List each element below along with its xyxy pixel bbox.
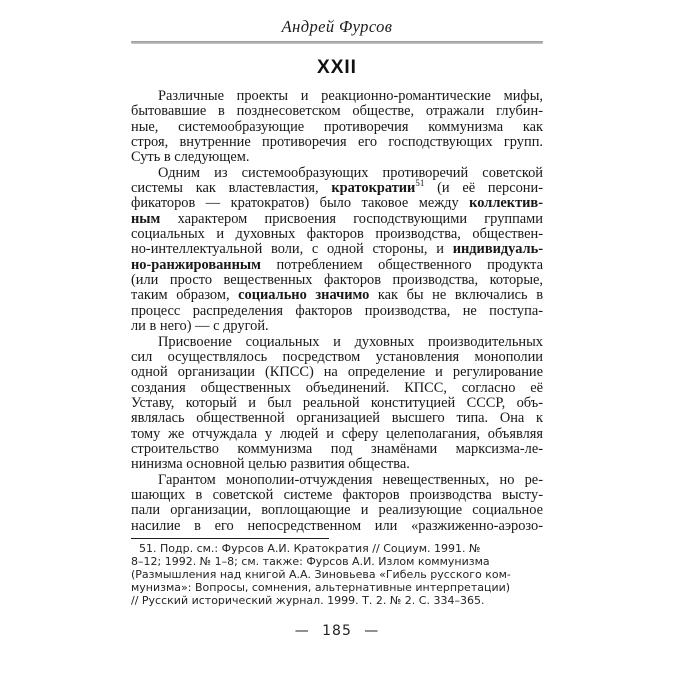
- text-segment: системы как властевластия,: [131, 180, 332, 197]
- body-line: [131, 442, 543, 457]
- text-segment: тому же отчуждала у людей и сферу целеполагания, объявляя: [131, 425, 543, 442]
- text-segment: характером присвоения господствующими группами: [160, 210, 543, 227]
- text-segment: как бы не включались в: [369, 287, 543, 304]
- emphasized-text: кратократии: [331, 180, 416, 197]
- body-line: [131, 396, 543, 411]
- text-segment: Уставу, который и был реальной конституцией СССР, объ-: [131, 394, 543, 411]
- text-segment: фикаторов — кратократов) было таковое между: [131, 195, 470, 212]
- text-segment: сил осуществлялось посредством установления монополии: [131, 348, 543, 365]
- body-line: [131, 335, 543, 350]
- body-paragraph: [131, 473, 543, 534]
- body-line: [131, 427, 543, 442]
- body-text: [131, 89, 543, 534]
- emphasized-text: ным: [131, 210, 161, 227]
- text-segment: (и её персони-: [424, 180, 543, 197]
- body-line: [131, 227, 543, 242]
- body-line: [131, 258, 543, 273]
- emphasized-text: индивидуаль-: [452, 241, 543, 258]
- emphasized-text: но-ранжированным: [131, 256, 261, 273]
- text-segment: Присвоение социальных и духовных производительных: [158, 333, 543, 350]
- body-line: [131, 178, 543, 197]
- body-line: [131, 273, 543, 288]
- text-segment: социальных и духовных факторов производства, обществен-: [131, 226, 543, 243]
- body-line: [131, 288, 543, 303]
- footnote-reference: 51: [415, 178, 425, 189]
- footnote-line: 51. Подр. см.: Фурсов А.И. Кратократия // Социум. 1991. №: [139, 541, 481, 555]
- body-line: [131, 381, 543, 396]
- body-paragraph: [131, 166, 543, 335]
- text-segment: потреблением общественного продукта: [260, 256, 543, 273]
- body-line: [131, 166, 543, 181]
- text-segment: пали организации, воплощающие и реализующие социальное: [131, 502, 543, 519]
- body-line: [131, 503, 543, 518]
- body-line: [131, 242, 543, 257]
- text-segment: таким образом,: [131, 287, 239, 304]
- text-segment: бытовавшие в позднесоветском обществе, отражали глубин-: [131, 103, 543, 120]
- text-segment: процесс распределения факторов производства, не поступа-: [131, 302, 543, 319]
- text-segment: Различные проекты и реакционно-романтические мифы,: [158, 88, 543, 104]
- text-segment: ли в него) — с другой.: [131, 318, 269, 335]
- body-line: [131, 365, 543, 380]
- page-content: [131, 0, 543, 639]
- footnote-line: (Размышления над книгой А.А. Зиновьева «Гибель русского ком-: [131, 567, 511, 581]
- text-segment: Гарантом монополии-отчуждения невещественных, но ре-: [158, 471, 543, 488]
- text-segment: являлась общественной организацией высшего типа. Она к: [131, 410, 543, 427]
- body-paragraph: [131, 89, 543, 166]
- body-line: [131, 150, 543, 165]
- page-number: — 185 —: [294, 622, 380, 639]
- body-line: [131, 135, 543, 150]
- body-line: [131, 457, 543, 472]
- text-segment: строя, внутренние противоречия его господствующих групп.: [131, 134, 543, 151]
- chapter-heading: XXII: [317, 57, 357, 78]
- body-line: [131, 519, 543, 534]
- footnote: [131, 543, 543, 608]
- body-line: [131, 89, 543, 104]
- running-header: Андрей Фурсов: [281, 17, 393, 36]
- body-paragraph: [131, 335, 543, 473]
- body-line: [131, 350, 543, 365]
- body-line: [131, 212, 543, 227]
- emphasized-text: социально значимо: [238, 287, 370, 304]
- body-line: [131, 104, 543, 119]
- body-line: [131, 473, 543, 488]
- footnote-line: // Русский исторический журнал. 1999. Т. 2. № 2. С. 334–365.: [131, 593, 485, 607]
- text-segment: шающих в советской системе факторов производства высту-: [131, 486, 543, 503]
- text-segment: одной организации (КПСС) на определение и регулирование: [131, 364, 543, 381]
- text-segment: ные, системообразующие противоречия коммунизма как: [131, 118, 543, 135]
- footnote-separator: [131, 538, 329, 539]
- footnote-line: мунизма»: Вопросы, сомнения, альтернативные интерпретации): [131, 580, 511, 594]
- text-segment: Одним из системообразующих противоречий советской: [158, 164, 543, 181]
- body-line: [131, 411, 543, 426]
- text-segment: (или просто вещественных факторов производства, которые,: [131, 272, 543, 289]
- body-line: [131, 319, 543, 334]
- text-segment: но-интеллектуальной воли, с одной стороны, и: [131, 241, 453, 258]
- header-rule: [131, 41, 543, 44]
- body-line: [131, 488, 543, 503]
- text-segment: нинизма основной целью развития общества.: [131, 456, 410, 473]
- footnote-line: 8–12; 1992. № 1–8; см. также: Фурсов А.И. Излом коммунизма: [131, 554, 490, 568]
- body-line: [131, 120, 543, 135]
- body-line: [131, 304, 543, 319]
- text-segment: строительство коммунизма под знамёнами марксизма-ле-: [131, 440, 543, 457]
- emphasized-text: коллектив-: [469, 195, 543, 212]
- text-segment: насилие в его непосредственном или «разжиженно-аэрозо-: [131, 517, 543, 534]
- text-segment: Суть в следующем.: [131, 149, 250, 166]
- text-segment: создания общественных объединений. КПСС, согласно её: [131, 379, 543, 396]
- body-line: [131, 196, 543, 211]
